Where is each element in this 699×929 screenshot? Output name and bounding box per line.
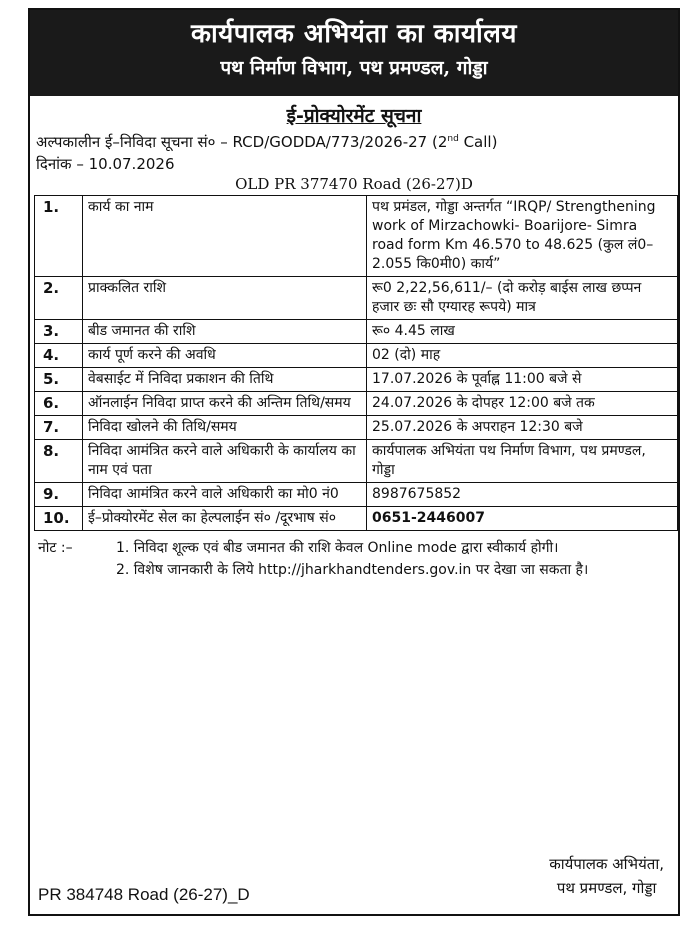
row-value: 8987675852 [367,483,678,507]
road-reference: OLD PR 377470 Road (26-27)D [235,175,473,193]
tender-notice [28,8,680,916]
row-number: 5. [35,368,83,392]
office-title: कार्यपालक अभियंता का कार्यालय [191,19,517,49]
row-label: कार्य का नाम [83,196,367,277]
row-value: 02 (दो) माह [367,344,678,368]
table-row [35,368,678,392]
note-row-1 [38,537,678,559]
signature-block [549,852,664,900]
note-row-2 [38,559,678,581]
row-label: कार्य पूर्ण करने की अवधि [83,344,367,368]
row-value: रू0 2,22,56,611/– (दो करोड़ बाईस लाख छप्पन हजार छः सौ एग्यारह रूपये) मात्र [367,277,678,320]
reference-superscript: nd [447,134,459,144]
row-number: 10. [35,507,83,531]
reference-suffix: Call) [458,133,498,151]
row-value: रू० 4.45 लाख [367,320,678,344]
table-row [35,483,678,507]
notice-date: दिनांक – 10.07.2026 [36,155,175,173]
row-value: 17.07.2026 के पूर्वाह्न 11:00 बजे से [367,368,678,392]
table-row [35,507,678,531]
table-row [35,416,678,440]
row-label: ऑनलाईन निविदा प्राप्त करने की अन्तिम तिथि/समय [83,392,367,416]
row-number: 9. [35,483,83,507]
signature-line-2: पथ प्रमण्डल, गोड्डा [556,879,657,897]
row-value: पथ प्रमंडल, गोड्डा अन्तर्गत “IRQP/ Strengthening work of Mirzachowki- Boarijore- Simra road form Km 46.570 to 48.625 (कुल लं0– 2.055 कि0मी0) कार्य” [367,196,678,277]
table-row [35,392,678,416]
row-number: 3. [35,320,83,344]
row-label: प्राक्कलित राशि [83,277,367,320]
row-number: 8. [35,440,83,483]
office-subtitle: पथ निर्माण विभाग, पथ प्रमण्डल, गोड्डा [220,57,488,79]
note-item-2: 2. विशेष जानकारी के लिये http://jharkhandtenders.gov.in पर देखा जा सकता है। [116,562,589,578]
row-number: 6. [35,392,83,416]
row-number: 1. [35,196,83,277]
table-row [35,320,678,344]
notice-title [30,102,678,128]
notes-section [30,537,678,581]
tender-details-table [34,195,678,531]
row-value: कार्यपालक अभियंता पथ निर्माण विभाग, पथ प्रमण्डल, गोड्डा [367,440,678,483]
note-item-1: 1. निविदा शूल्क एवं बीड जमानत की राशि केवल Online mode द्वारा स्वीकार्य होगी। [116,540,559,556]
row-value: 24.07.2026 के दोपहर 12:00 बजे तक [367,392,678,416]
table-row [35,440,678,483]
row-label: ई–प्रोक्योरमेंट सेल का हेल्पलाईन सं० /दूरभाष सं० [83,507,367,531]
table-row [35,277,678,320]
reference-line [30,132,678,152]
row-value: 25.07.2026 के अपराहन 12:30 बजे [367,416,678,440]
office-header [30,10,678,96]
table-row [35,196,678,277]
footer-reference: PR 384748 Road (26-27)_D [38,885,250,904]
table-row [35,344,678,368]
row-label: वेबसाईट में निविदा प्रकाशन की तिथि [83,368,367,392]
row-value: 0651-2446007 [367,507,678,531]
row-label: निविदा खोलने की तिथि/समय [83,416,367,440]
notice-title-text: ई-प्रोक्योरमेंट सूचना [286,105,422,127]
row-number: 4. [35,344,83,368]
row-number: 7. [35,416,83,440]
row-label: निविदा आमंत्रित करने वाले अधिकारी का मो0 नं0 [83,483,367,507]
notes-heading: नोट :– [38,540,73,556]
row-number: 2. [35,277,83,320]
reference-prefix: अल्पकालीन ई–निविदा सूचना सं० – RCD/GODDA/773/2026-27 (2 [36,133,448,151]
row-label: निविदा आमंत्रित करने वाले अधिकारी के कार्यालय का नाम एवं पता [83,440,367,483]
row-label: बीड जमानत की राशि [83,320,367,344]
signature-line-1: कार्यपालक अभियंता, [549,855,664,873]
